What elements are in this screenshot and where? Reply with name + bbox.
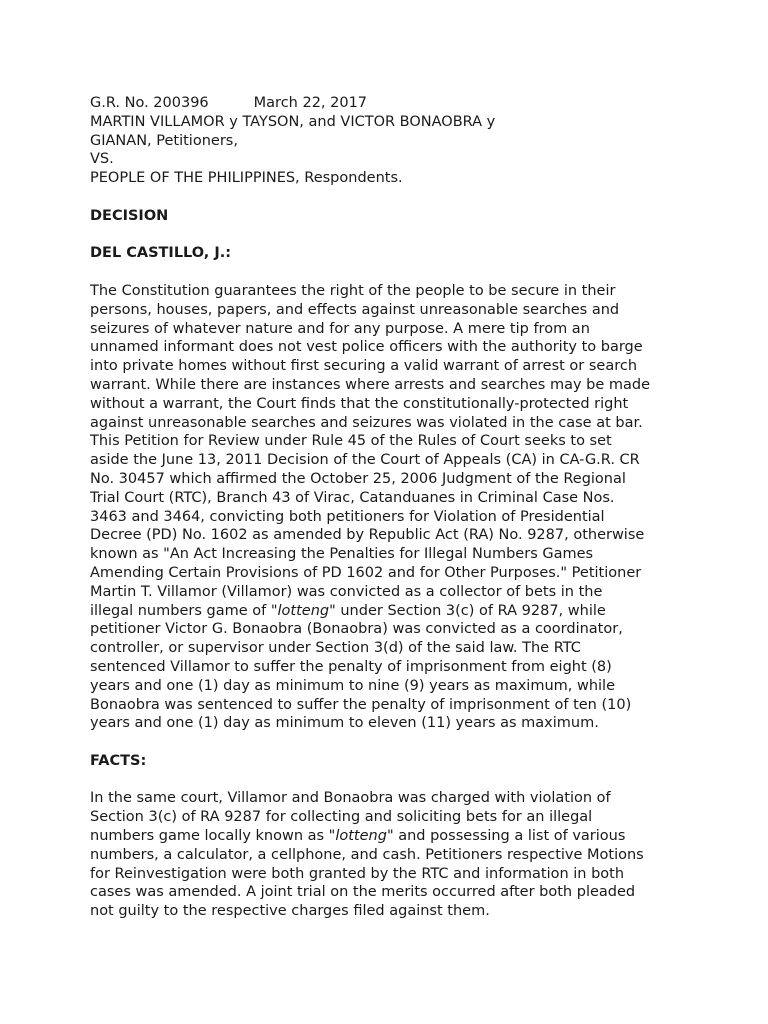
ponente-heading: DEL CASTILLO, J.: xyxy=(90,245,232,262)
paragraph-line: Trial Court (RTC), Branch 43 of Virac, Catanduanes in Criminal Case Nos. xyxy=(90,489,615,506)
document-body xyxy=(90,94,700,921)
paragraph-line: controller, or supervisor under Section 3(d) of the said law. The RTC xyxy=(90,640,581,657)
facts-heading: FACTS: xyxy=(90,752,147,769)
petitioners-line-1: MARTIN VILLAMOR y TAYSON, and VICTOR BONAOBRA y xyxy=(90,113,496,130)
paragraph-line: seizures of whatever nature and for any purpose. A mere tip from an xyxy=(90,320,590,337)
paragraph-line: for Reinvestigation were both granted by the RTC and information in both xyxy=(90,865,625,882)
paragraph-line: Amending Certain Provisions of PD 1602 and for Other Purposes." Petitioner xyxy=(90,564,642,581)
paragraph-line: sentenced Villamor to suffer the penalty of imprisonment from eight (8) xyxy=(90,658,612,675)
paragraph-line: warrant. While there are instances where arrests and searches may be made xyxy=(90,376,651,393)
text-fragment: illegal numbers game of " xyxy=(90,602,278,619)
text-fragment: numbers game locally known as " xyxy=(90,828,336,845)
paragraph-line: persons, houses, papers, and effects against unreasonable searches and xyxy=(90,301,620,318)
paragraph-line: numbers, a calculator, a cellphone, and cash. Petitioners respective Motions xyxy=(90,846,644,863)
paragraph-line-lotteng xyxy=(90,602,700,621)
gr-number: G.R. No. 200396 xyxy=(90,95,209,111)
paragraph-line: 3463 and 3464, convicting both petitioners for Violation of Presidential xyxy=(90,508,605,525)
versus-line: VS. xyxy=(90,151,114,168)
paragraph-line: unnamed informant does not vest police officers with the authority to barge xyxy=(90,339,643,356)
respondents-line: PEOPLE OF THE PHILIPPINES, Respondents. xyxy=(90,170,403,187)
case-date: March 22, 2017 xyxy=(253,95,368,111)
paragraph-facts xyxy=(90,789,700,921)
paragraph-line: years and one (1) day as minimum to eleven (11) years as maximum. xyxy=(90,715,599,732)
petitioners-line-2: GIANAN, Petitioners, xyxy=(90,132,238,149)
decision-heading: DECISION xyxy=(90,207,169,224)
paragraph-line: known as "An Act Increasing the Penalties for Illegal Numbers Games xyxy=(90,546,594,563)
paragraph-line: cases was amended. A joint trial on the merits occurred after both pleaded xyxy=(90,884,636,901)
paragraph-line: Bonaobra was sentenced to suffer the penalty of imprisonment of ten (10) xyxy=(90,696,632,713)
paragraph-line: In the same court, Villamor and Bonaobra was charged with violation of xyxy=(90,790,611,807)
paragraph-line: years and one (1) day as minimum to nine (9) years as maximum, while xyxy=(90,677,616,694)
paragraph-line: This Petition for Review under Rule 45 of the Rules of Court seeks to set xyxy=(90,433,612,450)
paragraph-line: The Constitution guarantees the right of the people to be secure in their xyxy=(90,282,616,299)
paragraph-line: Martin T. Villamor (Villamor) was convicted as a collector of bets in the xyxy=(90,583,603,600)
paragraph-line-lotteng xyxy=(90,827,700,846)
paragraph-line: against unreasonable searches and seizures was violated in the case at bar. xyxy=(90,414,643,431)
paragraph-line: without a warrant, the Court finds that the constitutionally-protected right xyxy=(90,395,629,412)
text-fragment: " under Section 3(c) of RA 9287, while xyxy=(329,602,606,619)
paragraph-line: petitioner Victor G. Bonaobra (Bonaobra) was convicted as a coordinator, xyxy=(90,621,623,638)
paragraph-introduction xyxy=(90,282,700,733)
paragraph-line: No. 30457 which affirmed the October 25, 2006 Judgment of the Regional xyxy=(90,470,626,487)
paragraph-line: aside the June 13, 2011 Decision of the Court of Appeals (CA) in CA-G.R. CR xyxy=(90,452,640,469)
case-header-line xyxy=(90,94,700,113)
text-fragment: " and possessing a list of various xyxy=(386,828,626,845)
paragraph-line: into private homes without first securing a valid warrant of arrest or search xyxy=(90,358,638,375)
paragraph-line: Decree (PD) No. 1602 as amended by Republic Act (RA) No. 9287, otherwise xyxy=(90,527,645,544)
paragraph-line: Section 3(c) of RA 9287 for collecting and soliciting bets for an illegal xyxy=(90,809,593,826)
italic-term: lotteng xyxy=(335,828,387,845)
italic-term: lotteng xyxy=(277,602,330,619)
paragraph-line: not guilty to the respective charges filed against them. xyxy=(90,903,490,920)
